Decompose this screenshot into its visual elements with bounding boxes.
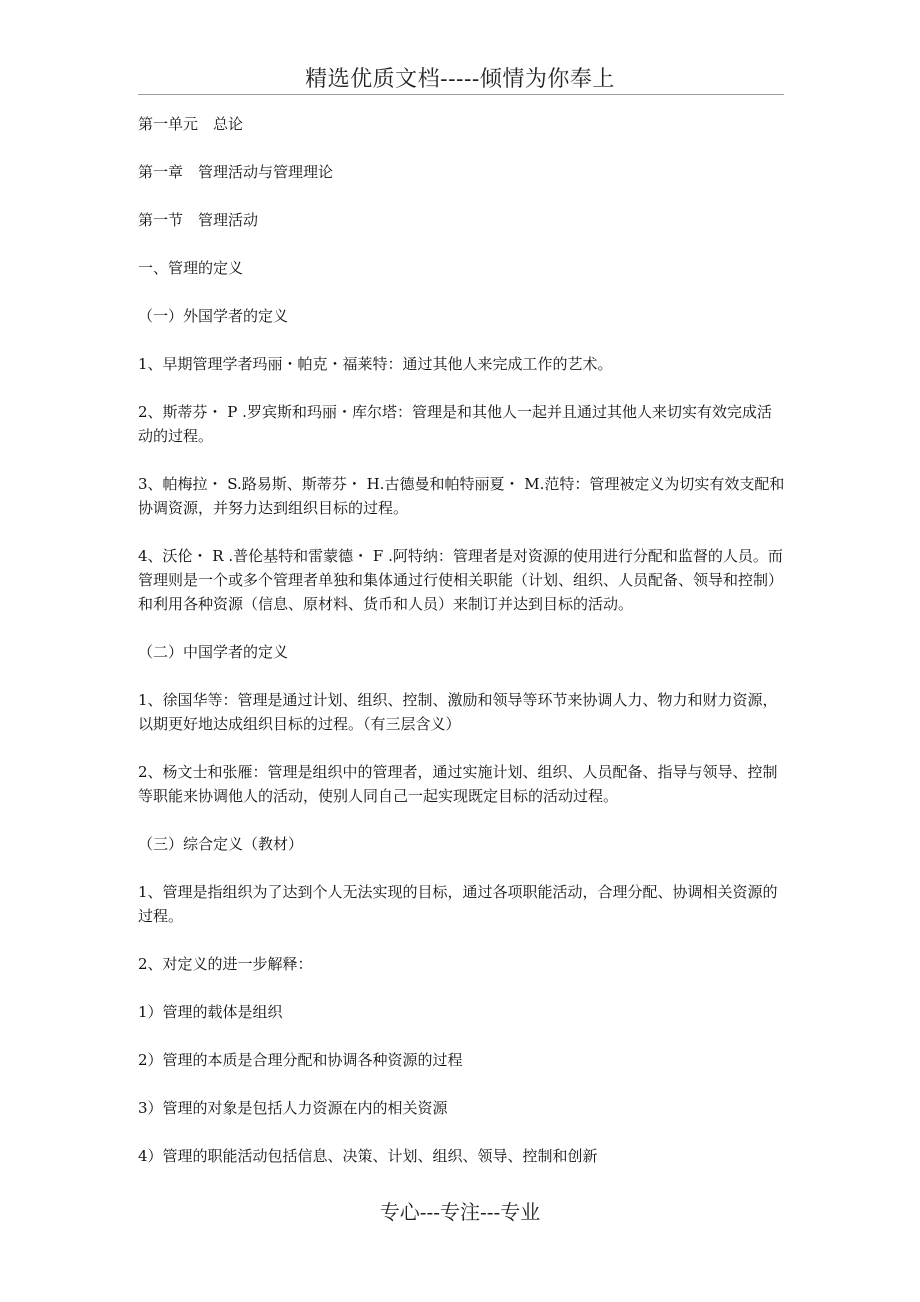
page-footer-text: 专心---专注---专业 (379, 1200, 541, 1224)
unit-heading: 第一单元 总论 (138, 115, 244, 133)
paragraph: 4、沃伦・ R .普伦基特和雷蒙德・ F .阿特纳：管理者是对资源的使用进行分配和监督的人员。而管理则是一个或多个管理者单独和集体通过行使相关职能（计划、组织、人员配备、领导和控制）和利用各种资源（信息、原材料、货币和人员）来制订并达到目标的活动。 (138, 547, 784, 613)
document-body (138, 110, 786, 1168)
list-item: 2）管理的本质是合理分配和协调各种资源的过程 (138, 1051, 463, 1069)
chapter-heading: 第一章 管理活动与管理理论 (138, 163, 334, 181)
paragraph: 3、帕梅拉・ S.路易斯、斯蒂芬・ H.古德曼和帕特丽夏・ M.范特：管理被定义为切实有效支配和协调资源，并努力达到组织目标的过程。 (138, 475, 785, 517)
list-item: 1）管理的载体是组织 (138, 1003, 283, 1021)
paragraph: 1、管理是指组织为了达到个人无法实现的目标，通过各项职能活动，合理分配、协调相关资源的过程。 (138, 883, 778, 925)
topic-heading: 一、管理的定义 (138, 259, 244, 277)
list-item: 3）管理的对象是包括人力资源在内的相关资源 (138, 1099, 448, 1117)
page-header-title: 精选优质文档-----倾情为你奉上 (305, 67, 615, 92)
paragraph: 2、杨文士和张雁：管理是组织中的管理者，通过实施计划、组织、人员配备、指导与领导、控制等职能来协调他人的活动，使别人同自己一起实现既定目标的活动过程。 (138, 763, 778, 805)
section-heading: 第一节 管理活动 (138, 211, 259, 229)
subtopic-heading-chinese: （二）中国学者的定义 (138, 643, 289, 661)
list-item: 4）管理的职能活动包括信息、决策、计划、组织、领导、控制和创新 (138, 1147, 598, 1165)
paragraph: 2、对定义的进一步解释： (138, 955, 313, 973)
subtopic-heading-combined: （三）综合定义（教材） (138, 835, 304, 853)
paragraph: 1、徐国华等：管理是通过计划、组织、控制、激励和领导等环节来协调人力、物力和财力资源，以期更好地达成组织目标的过程。（有三层含义） (138, 691, 778, 733)
subtopic-heading-foreign: （一）外国学者的定义 (138, 307, 289, 325)
header-divider (138, 94, 784, 95)
paragraph: 1、早期管理学者玛丽・帕克・福莱特：通过其他人来完成工作的艺术。 (138, 355, 613, 373)
paragraph: 2、斯蒂芬・ P .罗宾斯和玛丽・库尔塔：管理是和其他人一起并且通过其他人来切实有效完成活动的过程。 (138, 403, 772, 445)
